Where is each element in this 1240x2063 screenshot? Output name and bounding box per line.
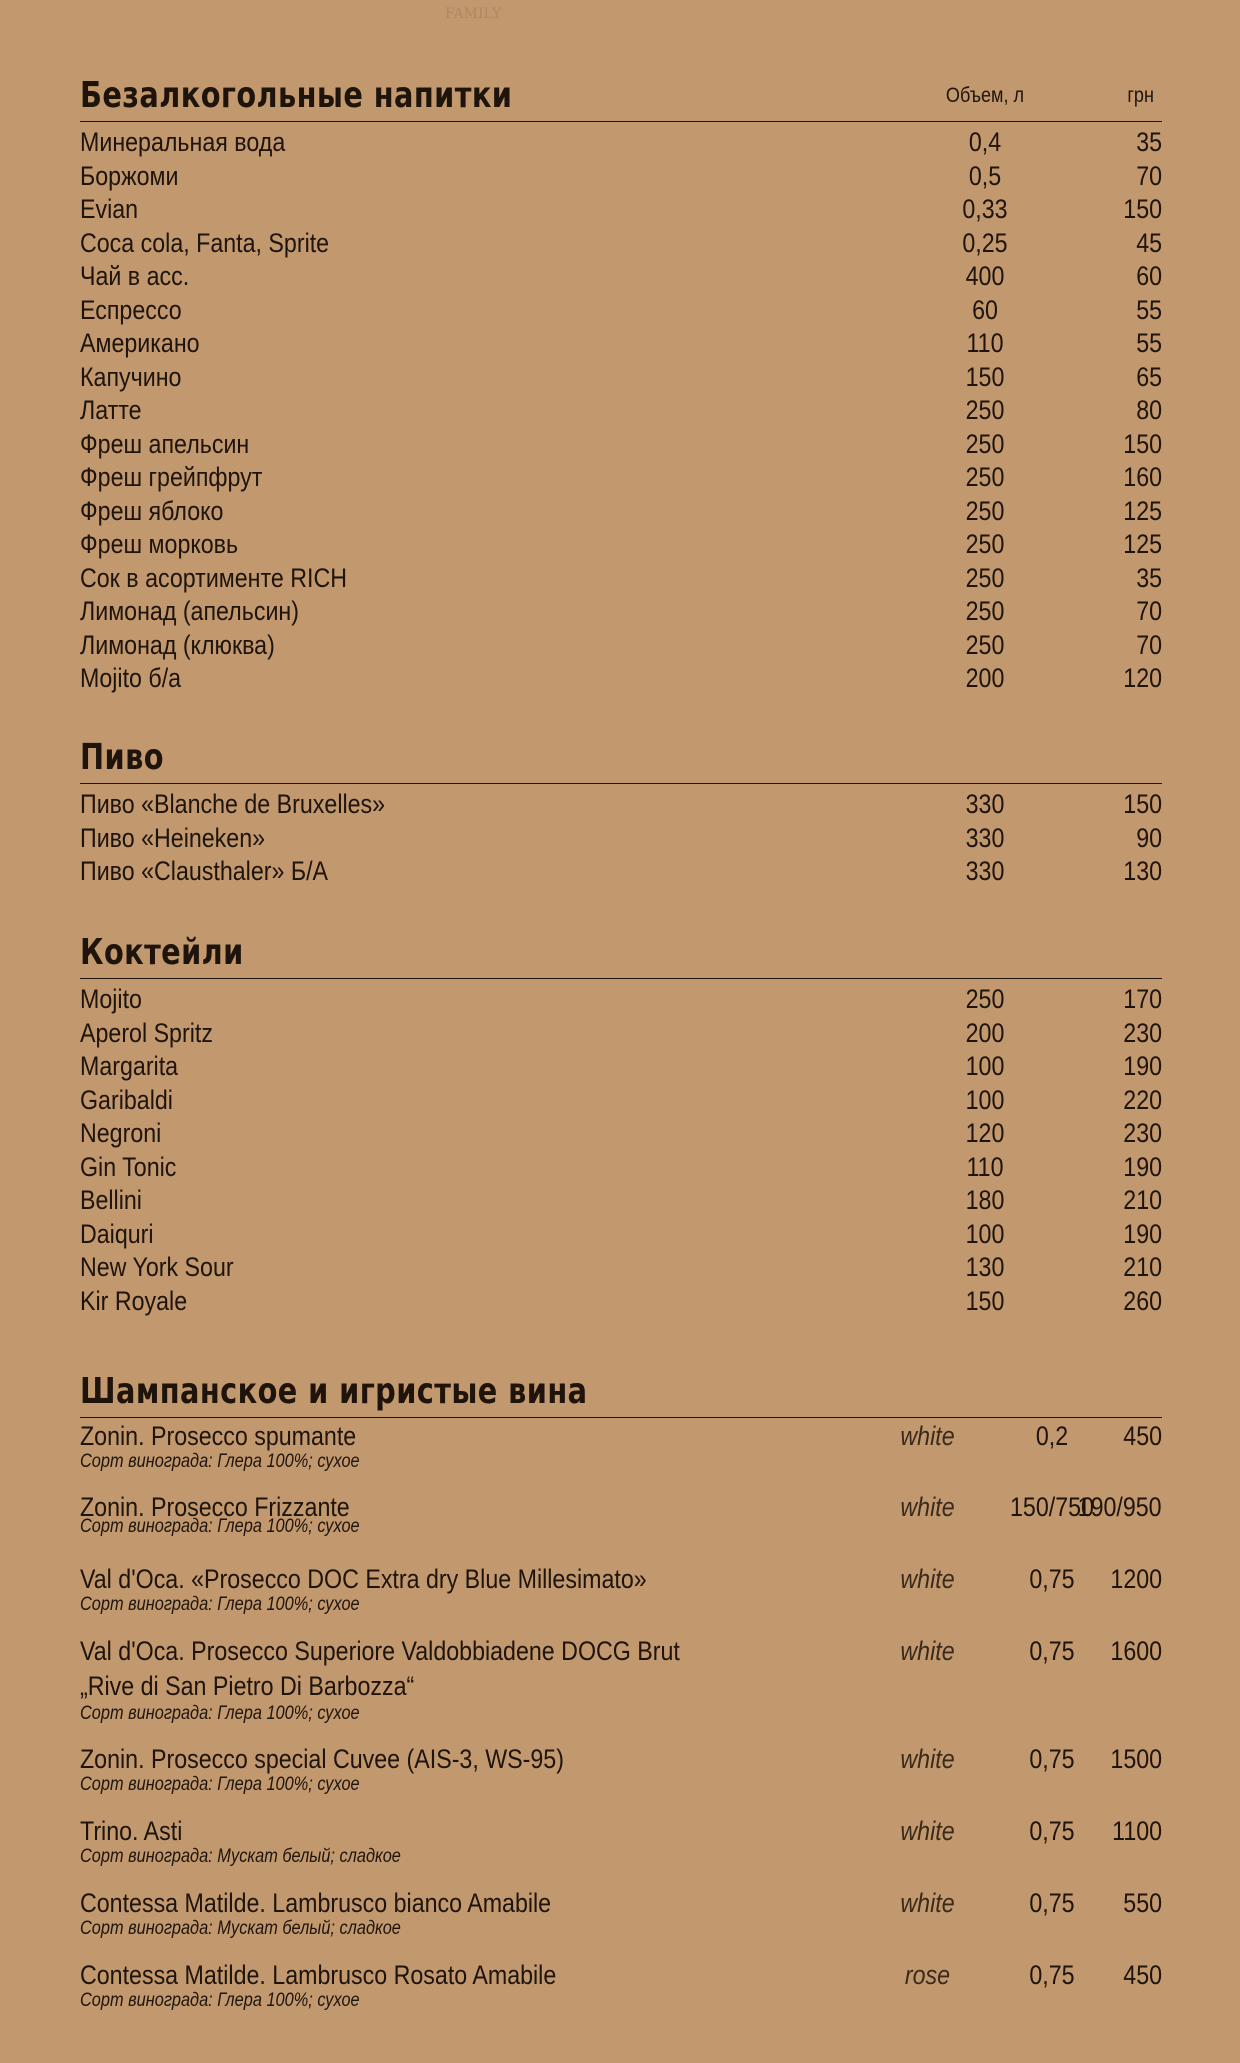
section-title: Пиво — [80, 737, 164, 778]
wine-name: Val d'Oca. «Prosecco DOC Extra dry Blue Millesimato» — [80, 1564, 647, 1594]
item-price: 60 — [1136, 261, 1162, 291]
item-price: 150 — [1123, 194, 1162, 224]
item-name: Пиво «Blanche de Bruxelles» — [80, 789, 386, 819]
menu-item-row — [80, 1050, 1162, 1084]
item-name: Evian — [80, 194, 139, 224]
item-name: Пиво «Heineken» — [80, 822, 266, 853]
section-header — [80, 1372, 1162, 1418]
item-volume: 110 — [966, 328, 1004, 358]
item-name: Mojito — [80, 984, 142, 1014]
wine-volume: 0,75 — [1029, 1564, 1075, 1594]
wine-name: Val d'Oca. Prosecco Superiore Valdobbiadene DOCG Brut — [80, 1636, 680, 1666]
item-price: 35 — [1136, 562, 1162, 593]
menu-item-row — [80, 629, 1162, 663]
item-name: Фреш яблоко — [80, 495, 224, 526]
item-name: Mojito б/а — [80, 663, 182, 693]
wine-name: Zonin. Prosecco special Cuvee (AIS-3, WS-95) — [80, 1744, 564, 1774]
wine-name: Contessa Matilde. Lambrusco bianco Amabile — [80, 1888, 552, 1918]
item-volume: 250 — [965, 596, 1005, 626]
item-volume: 250 — [965, 395, 1005, 425]
item-name: Еспрессо — [80, 294, 182, 325]
wine-name-line-2: „Rive di San Pietro Di Barbozza“ — [80, 1671, 415, 1701]
item-list — [80, 126, 1162, 696]
menu-item-row — [80, 327, 1162, 361]
item-name: Чай в асс. — [80, 261, 190, 291]
item-name: Margarita — [80, 1051, 179, 1081]
wine-name: Zonin. Prosecco Frizzante — [80, 1492, 350, 1522]
wine-item-row — [80, 1885, 1162, 1957]
wine-type: white — [900, 1636, 955, 1666]
item-name: Капучино — [80, 361, 182, 392]
price-column-header: грн — [1127, 84, 1154, 107]
wine-price: 1200 — [1110, 1564, 1162, 1594]
menu-item-row — [80, 562, 1162, 596]
item-volume: 0,4 — [968, 127, 1002, 157]
menu-item-row — [80, 1017, 1162, 1051]
item-volume: 0,5 — [968, 160, 1002, 191]
section-header — [80, 738, 1162, 784]
menu-item-row — [80, 1151, 1162, 1185]
item-volume: 250 — [965, 562, 1005, 593]
item-price: 125 — [1123, 495, 1162, 526]
grape-variety-note: Сорт винограда: Глера 100%; сухое — [80, 1703, 360, 1724]
item-volume: 0,25 — [962, 227, 1008, 258]
item-price: 220 — [1123, 1084, 1162, 1115]
section-divider — [80, 783, 1162, 784]
menu-item-row — [80, 160, 1162, 194]
item-volume: 0,33 — [962, 194, 1008, 224]
menu-item-row — [80, 260, 1162, 294]
item-price: 45 — [1136, 227, 1162, 258]
item-price: 130 — [1123, 856, 1162, 886]
wine-list — [80, 1418, 1162, 2029]
item-name: Negroni — [80, 1118, 162, 1148]
wine-volume: 150/750 — [1010, 1492, 1094, 1522]
item-volume: 250 — [965, 529, 1005, 559]
item-volume: 110 — [966, 1151, 1004, 1182]
wine-name: Zonin. Prosecco spumante — [80, 1421, 357, 1451]
item-name: Минеральная вода — [80, 127, 286, 157]
grape-variety-note: Сорт винограда: Глера 100%; сухое — [80, 1516, 360, 1537]
wine-item-row — [80, 1418, 1162, 1489]
wine-item-row — [80, 1813, 1162, 1885]
wine-price: 190/950 — [1078, 1492, 1162, 1522]
item-price: 210 — [1123, 1185, 1162, 1215]
menu-item-row — [80, 1285, 1162, 1319]
item-price: 190 — [1123, 1151, 1162, 1182]
wine-price: 1100 — [1112, 1816, 1162, 1846]
wine-volume: 0,2 — [1035, 1421, 1069, 1451]
wine-price: 450 — [1123, 1960, 1162, 1990]
item-volume: 180 — [965, 1185, 1005, 1215]
item-price: 190 — [1123, 1218, 1162, 1249]
item-volume: 250 — [965, 462, 1005, 492]
menu-item-row — [80, 428, 1162, 462]
menu-item-row — [80, 1184, 1162, 1218]
item-price: 80 — [1136, 395, 1162, 425]
wine-volume: 0,75 — [1029, 1816, 1075, 1846]
grape-variety-note: Сорт винограда: Глера 100%; сухое — [80, 1990, 360, 2011]
wine-type: white — [900, 1744, 955, 1774]
menu-item-row — [80, 1084, 1162, 1118]
item-price: 55 — [1136, 328, 1162, 358]
menu-item-row — [80, 528, 1162, 562]
item-volume: 250 — [965, 629, 1005, 660]
item-name: Лимонад (апельсин) — [80, 596, 299, 626]
item-list — [80, 788, 1162, 889]
item-price: 90 — [1136, 822, 1162, 853]
section-title: Шампанское и игристые вина — [80, 1371, 588, 1412]
wine-price: 450 — [1123, 1421, 1162, 1451]
item-volume: 100 — [965, 1218, 1005, 1249]
menu-item-row — [80, 662, 1162, 696]
item-price: 150 — [1123, 789, 1162, 819]
menu-item-row — [80, 1218, 1162, 1252]
grape-variety-note: Сорт винограда: Глера 100%; сухое — [80, 1594, 360, 1615]
item-price: 125 — [1123, 529, 1162, 559]
grape-variety-note: Сорт винограда: Глера 100%; сухое — [80, 1451, 360, 1472]
item-volume: 100 — [965, 1084, 1005, 1115]
item-name: Coca cola, Fanta, Sprite — [80, 227, 330, 258]
item-price: 230 — [1123, 1017, 1162, 1048]
item-name: Латте — [80, 395, 142, 425]
menu-item-row — [80, 294, 1162, 328]
menu-item-row — [80, 495, 1162, 529]
item-price: 120 — [1123, 663, 1162, 693]
item-volume: 120 — [965, 1118, 1005, 1148]
item-price: 150 — [1123, 428, 1162, 459]
item-volume: 130 — [965, 1252, 1005, 1282]
menu-item-row — [80, 461, 1162, 495]
item-price: 55 — [1136, 294, 1162, 325]
wine-item-row — [80, 1633, 1162, 1741]
wine-type: white — [900, 1888, 955, 1918]
item-name: Daiquri — [80, 1218, 154, 1249]
item-name: Gin Tonic — [80, 1151, 177, 1182]
menu-item-row — [80, 983, 1162, 1017]
item-name: Пиво «Clausthaler» Б/А — [80, 856, 329, 886]
wine-volume: 0,75 — [1029, 1888, 1075, 1918]
item-price: 70 — [1136, 629, 1162, 660]
faint-header-text: FAMILY — [445, 6, 502, 22]
item-name: Боржоми — [80, 160, 179, 191]
section-cocktails — [80, 933, 1162, 1318]
wine-type: white — [900, 1564, 955, 1594]
item-name: Garibaldi — [80, 1084, 173, 1115]
volume-column-header: Объем, л — [945, 84, 1025, 107]
wine-type: white — [900, 1492, 955, 1522]
item-volume: 200 — [965, 663, 1005, 693]
item-price: 210 — [1123, 1252, 1162, 1282]
menu-item-row — [80, 361, 1162, 395]
item-price: 160 — [1123, 462, 1162, 492]
item-volume: 60 — [972, 294, 998, 325]
item-price: 70 — [1136, 160, 1162, 191]
item-price: 35 — [1136, 127, 1162, 157]
item-volume: 400 — [965, 261, 1005, 291]
menu-item-row — [80, 193, 1162, 227]
item-volume: 250 — [965, 984, 1005, 1014]
item-name: New York Sour — [80, 1252, 234, 1282]
section-divider — [80, 978, 1162, 979]
grape-variety-note: Сорт винограда: Глера 100%; сухое — [80, 1774, 360, 1795]
section-header — [80, 76, 1162, 122]
item-name: Aperol Spritz — [80, 1017, 213, 1048]
item-name: Сок в асортименте RICH — [80, 562, 347, 593]
wine-volume: 0,75 — [1029, 1960, 1075, 1990]
item-name: Kir Royale — [80, 1285, 188, 1316]
item-name: Американо — [80, 328, 200, 358]
wine-price: 1500 — [1110, 1744, 1162, 1774]
section-beer — [80, 738, 1162, 889]
item-price: 190 — [1123, 1051, 1162, 1081]
item-volume: 330 — [965, 789, 1005, 819]
wine-price: 1600 — [1110, 1636, 1162, 1666]
item-name: Фреш грейпфрут — [80, 462, 263, 492]
grape-variety-note: Сорт винограда: Мускат белый; сладкое — [80, 1918, 401, 1939]
item-volume: 330 — [965, 856, 1005, 886]
item-volume: 250 — [965, 495, 1005, 526]
item-volume: 150 — [965, 1285, 1005, 1316]
menu-item-row — [80, 855, 1162, 889]
wine-name: Contessa Matilde. Lambrusco Rosato Amabile — [80, 1960, 557, 1990]
wine-volume: 0,75 — [1029, 1744, 1075, 1774]
item-name: Лимонад (клюква) — [80, 629, 275, 660]
section-sparkling-wines — [80, 1372, 1162, 2029]
item-volume: 150 — [965, 361, 1005, 392]
item-name: Фреш апельсин — [80, 428, 250, 459]
wine-price: 550 — [1123, 1888, 1162, 1918]
item-volume: 200 — [965, 1017, 1005, 1048]
wine-volume: 0,75 — [1029, 1636, 1075, 1666]
wine-name: Trino. Asti — [80, 1816, 183, 1846]
wine-item-row — [80, 1741, 1162, 1813]
item-price: 260 — [1123, 1285, 1162, 1316]
item-volume: 250 — [965, 428, 1005, 459]
menu-item-row — [80, 1117, 1162, 1151]
menu-item-row — [80, 822, 1162, 856]
item-price: 65 — [1136, 361, 1162, 392]
menu-item-row — [80, 126, 1162, 160]
wine-type: white — [900, 1816, 955, 1846]
menu-item-row — [80, 788, 1162, 822]
item-volume: 100 — [965, 1051, 1005, 1081]
section-soft-drinks — [80, 76, 1162, 696]
item-list — [80, 983, 1162, 1318]
section-header — [80, 933, 1162, 979]
grape-variety-note: Сорт винограда: Мускат белый; сладкое — [80, 1846, 401, 1867]
item-volume: 330 — [965, 822, 1005, 853]
wine-type: white — [900, 1421, 955, 1451]
wine-type: rose — [904, 1960, 951, 1990]
section-title: Коктейли — [80, 932, 244, 973]
wine-item-row — [80, 1489, 1162, 1561]
menu-item-row — [80, 1251, 1162, 1285]
menu-item-row — [80, 595, 1162, 629]
item-price: 230 — [1123, 1118, 1162, 1148]
menu-item-row — [80, 227, 1162, 261]
wine-item-row — [80, 1561, 1162, 1633]
item-name: Фреш морковь — [80, 529, 239, 559]
item-price: 70 — [1136, 596, 1162, 626]
item-name: Bellini — [80, 1185, 142, 1215]
menu-item-row — [80, 394, 1162, 428]
section-divider — [80, 121, 1162, 122]
item-price: 170 — [1123, 984, 1162, 1014]
section-title: Безалкогольные напитки — [80, 75, 513, 116]
wine-item-row — [80, 1957, 1162, 2029]
